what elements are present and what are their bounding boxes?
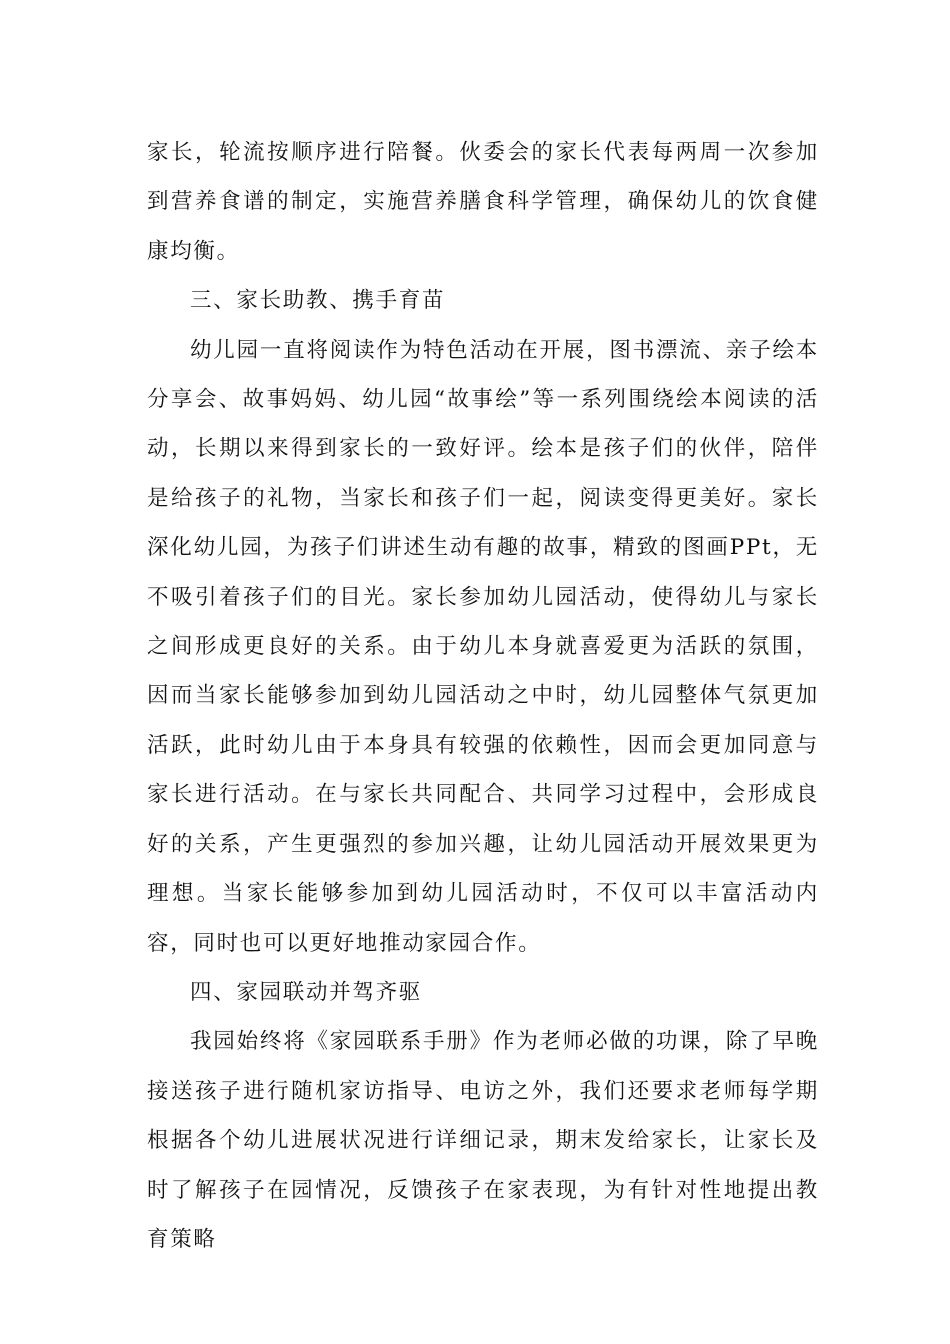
paragraph-continuation: 家长，轮流按顺序进行陪餐。伙委会的家长代表每两周一次参加到营养食谱的制定，实施营养膳食科学管理，确保幼儿的饮食健康均衡。 bbox=[147, 140, 819, 264]
paragraph-reading-activities: 幼儿园一直将阅读作为特色活动在开展，图书漂流、亲子绘本分享会、故事妈妈、幼儿园“故事绘”等一系列围绕绘本阅读的活动，长期以来得到家长的一致好评。绘本是孩子们的伙伴，陪伴是给孩子的礼物，当家长和孩子们一起，阅读变得更美好。家长深化幼儿园，为孩子们讲述生动有趣的故事，精致的图画PPt，无不吸引着孩子们的目光。家长参加幼儿园活动，使得幼儿与家长之间形成更良好的关系。由于幼儿本身就喜爱更为活跃的氛围，因而当家长能够参加到幼儿园活动之中时，幼儿园整体气氛更加活跃，此时幼儿由于本身具有较强的依赖性，因而会更加同意与家长进行活动。在与家长共同配合、共同学习过程中，会形成良好的关系，产生更强烈的参加兴趣，让幼儿园活动开展效果更为理想。当家长能够参加到幼儿园活动时，不仅可以丰富活动内容，同时也可以更好地推动家园合作。 bbox=[147, 337, 819, 956]
section-heading-4: 四、家园联动并驾齐驱 bbox=[190, 979, 423, 1005]
section-heading-3: 三、家长助教、携手育苗 bbox=[190, 288, 446, 314]
paragraph-contact-handbook: 我园始终将《家园联系手册》作为老师必做的功课，除了早晚接送孩子进行随机家访指导、电访之外，我们还要求老师每学期根据各个幼儿进展状况进行详细记录，期末发给家长，让家长及时了解孩子在园情况，反馈孩子在家表现，为有针对性地提出教育策略 bbox=[147, 1029, 819, 1252]
document-body bbox=[147, 128, 819, 1264]
